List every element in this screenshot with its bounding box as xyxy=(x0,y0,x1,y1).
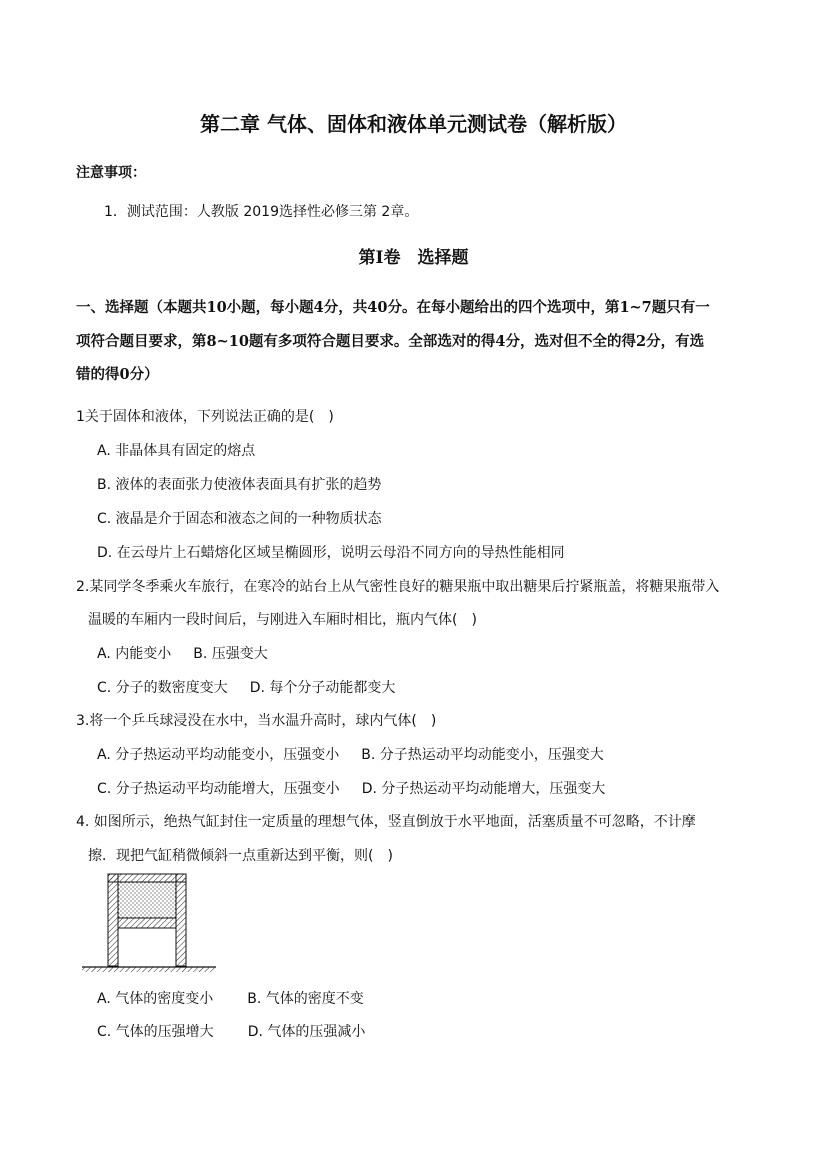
option-row xyxy=(97,988,364,1008)
page-title: 第二章 气体、固体和液体单元测试卷（解析版） xyxy=(200,112,627,136)
option-row xyxy=(97,744,604,764)
notes-heading: 注意事项： xyxy=(76,165,146,181)
section-title: 第Ⅰ卷 选择题 xyxy=(358,248,469,268)
note-item: 1．测试范围：人教版 2019选择性必修三第 2章。 xyxy=(104,204,419,220)
question-stem: 3.将一个乒乓球浸没在水中，当水温升高时，球内气体( ) xyxy=(76,713,437,729)
option-row xyxy=(97,1021,365,1041)
part-heading-line: 项符合题目要求，第8~10题有多项符合题目要求。全部选对的得4分，选对但不全的得2分，有选 xyxy=(76,333,705,350)
option: D. 气体的压强减小 xyxy=(247,1024,366,1040)
option: A. 分子热运动平均动能变小，压强变小 xyxy=(97,747,340,763)
option: D. 分子热运动平均动能增大，压强变大 xyxy=(361,781,606,797)
option: A. 非晶体具有固定的熔点 xyxy=(97,443,256,459)
option: C. 分子热运动平均动能增大，压强变小 xyxy=(97,781,340,797)
option: D. 在云母片上石蜡熔化区域呈椭圆形，说明云母沿不同方向的导热性能相同 xyxy=(97,545,565,561)
question-stem: 1关于固体和液体，下列说法正确的是( ) xyxy=(76,409,334,425)
part-heading-line: 一、选择题（本题共10小题，每小题4分，共40分。在每小题给出的四个选项中，第1~7题只有一 xyxy=(76,299,710,316)
option: B. 气体的密度不变 xyxy=(247,991,364,1007)
option: B. 分子热运动平均动能变小，压强变大 xyxy=(361,747,604,763)
option-row xyxy=(97,677,395,697)
option: C. 分子的数密度变大 xyxy=(97,680,228,696)
option: B. 压强变大 xyxy=(193,646,268,662)
option: A. 内能变小 xyxy=(97,646,172,662)
option: D. 每个分子动能都变大 xyxy=(249,680,396,696)
question-stem: 2.某同学冬季乘火车旅行，在寒冷的站台上从气密性良好的糖果瓶中取出糖果后拧紧瓶盖，将糖果瓶带入 xyxy=(76,579,720,595)
option: C. 气体的压强增大 xyxy=(97,1024,214,1040)
option-row xyxy=(97,778,605,798)
inverted-cylinder-piston-diagram-icon xyxy=(80,870,220,978)
part-heading-line: 错的得0分） xyxy=(76,366,159,383)
option-row xyxy=(97,643,268,663)
option: A. 气体的密度变小 xyxy=(97,991,214,1007)
option: B. 液体的表面张力使液体表面具有扩张的趋势 xyxy=(97,477,382,493)
question-stem: 温暖的车厢内一段时间后，与刚进入车厢时相比，瓶内气体( ) xyxy=(88,612,477,628)
option: C. 液晶是介于固态和液态之间的一种物质状态 xyxy=(97,511,382,527)
question-stem: 4. 如图所示，绝热气缸封住一定质量的理想气体，竖直倒放于水平地面，活塞质量不可忽略，不计摩 xyxy=(76,814,696,830)
question-stem: 擦．现把气缸稍微倾斜一点重新达到平衡，则( ) xyxy=(88,848,393,864)
